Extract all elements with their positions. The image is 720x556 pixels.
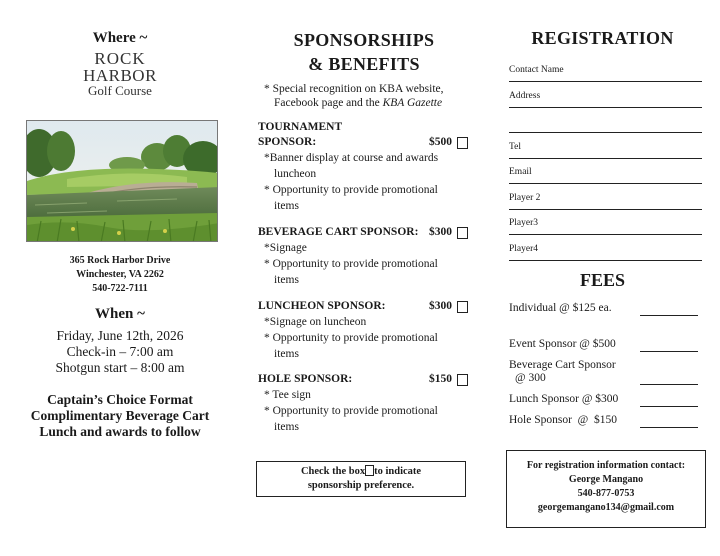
player-4-field[interactable]: Player4 (509, 241, 702, 261)
tier-name: TOURNAMENT (258, 121, 343, 133)
fee-event-sponsor: Event Sponsor @ $500 (509, 338, 702, 352)
tier-name: SPONSOR: (258, 136, 317, 148)
event-schedule (0, 328, 240, 376)
checkbox-sample-icon (365, 465, 374, 476)
shotgun-time: Shotgun start – 8:00 am (55, 360, 185, 375)
tournament-sponsor-checkbox[interactable] (457, 137, 468, 149)
hole-sponsor-checkbox[interactable] (457, 374, 468, 386)
tel-field[interactable]: Tel (509, 139, 702, 159)
contact-name-field[interactable]: Contact Name (509, 62, 702, 82)
hole-sponsor-tier: HOLE SPONSOR: $150 * Tee sign * Opportunity to provide promotional items (258, 372, 480, 435)
venue-address: 365 Rock Harbor Drive Winchester, VA 2262 540-722-7111 (69, 255, 171, 294)
tier-price: $500 (429, 136, 452, 148)
fee-hole-sponsor: Hole Sponsor @ $150 (509, 414, 702, 428)
contact-email[interactable]: georgemangano134@gmail.com (537, 502, 675, 513)
event-format: Captain’s Choice Format Complimentary Beverage Cart Lunch and awards to follow (30, 392, 210, 439)
when-heading: When ~ (95, 306, 145, 322)
fee-hole-sponsor-blank[interactable] (640, 427, 698, 428)
fee-lunch-sponsor: Lunch Sponsor @ $300 (509, 393, 702, 407)
tournament-sponsor-tier: TOURNAMENT SPONSOR: $500 *Banner display at course and awards luncheon * Opportunity to provide promotional items (258, 120, 480, 214)
checkbox-instruction-note: Check the box to indicate sponsorship preference. (256, 461, 466, 497)
fee-lunch-sponsor-blank[interactable] (640, 406, 698, 407)
address-field[interactable]: Address (509, 88, 702, 108)
tier-price: $300 (429, 300, 452, 312)
luncheon-sponsor-checkbox[interactable] (457, 301, 468, 313)
fee-beverage-cart-blank[interactable] (640, 384, 698, 385)
tier-price: $300 (429, 226, 452, 238)
fee-individual-blank[interactable] (640, 315, 698, 316)
luncheon-sponsor-tier: LUNCHEON SPONSOR: $300 *Signage on luncheon * Opportunity to provide promotional items (258, 299, 480, 362)
sponsorship-intro: * Special recognition on KBA website, Facebook page and the KBA Gazette (264, 83, 444, 109)
fee-individual: Individual @ $125 ea. (509, 302, 702, 316)
sponsorships-title: SPONSORSHIPS & BENEFITS (293, 30, 435, 74)
beverage-cart-sponsor-tier: BEVERAGE CART SPONSOR: $300 *Signage * Opportunity to provide promotional items (258, 225, 480, 288)
tier-name: BEVERAGE CART SPONSOR: (258, 226, 419, 238)
event-date: Friday, June 12th, 2026 (56, 328, 184, 343)
registration-column (500, 0, 720, 556)
player-3-field[interactable]: Player3 (509, 215, 702, 235)
tier-price: $150 (429, 373, 452, 385)
beverage-cart-sponsor-checkbox[interactable] (457, 227, 468, 239)
tier-name: LUNCHEON SPONSOR: (258, 300, 386, 312)
registration-title: REGISTRATION (531, 28, 674, 48)
golf-course-photo (26, 120, 218, 242)
tier-name: HOLE SPONSOR: (258, 373, 353, 385)
sponsorships-column (248, 0, 480, 556)
fee-event-sponsor-blank[interactable] (640, 351, 698, 352)
address-line-2-field[interactable] (509, 113, 702, 133)
email-field[interactable]: Email (509, 164, 702, 184)
venue-column (0, 0, 240, 556)
fee-beverage-cart-sponsor: Beverage Cart Sponsor @ 300 (509, 359, 702, 385)
fees-title: FEES (579, 270, 626, 290)
contact-name: George Mangano (568, 474, 644, 485)
rock-harbor-logo: ROCK HARBOR Golf Course (83, 49, 157, 98)
player-2-field[interactable]: Player 2 (509, 190, 702, 210)
registration-contact-box: For registration information contact: George Mangano 540-877-0753 georgemangano134@gmail.com (506, 450, 706, 528)
where-heading: Where ~ (92, 30, 148, 46)
contact-phone: 540-877-0753 (577, 488, 635, 499)
checkin-time: Check-in – 7:00 am (66, 344, 174, 359)
